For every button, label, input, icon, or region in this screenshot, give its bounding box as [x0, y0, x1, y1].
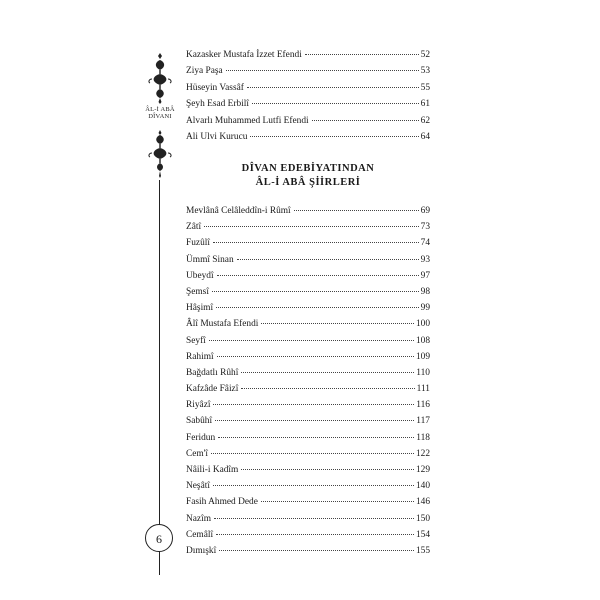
toc-list-bottom	[186, 206, 430, 562]
toc-entry-page: 93	[420, 254, 430, 265]
toc-entry-title: Hâşimî	[186, 303, 214, 314]
toc-entry-title: Fasih Ahmed Dede	[186, 497, 258, 508]
toc-entry-title: Seyfî	[186, 335, 206, 346]
toc-entry-title: Şemsî	[186, 286, 209, 297]
toc-entry	[186, 66, 430, 82]
dot-leader	[226, 70, 419, 71]
toc-entry-page: 122	[415, 448, 430, 459]
dot-leader	[312, 120, 419, 121]
toc-entry-title: Hüseyin Vassâf	[186, 82, 244, 93]
toc-entry-page: 110	[416, 367, 430, 378]
toc-entry-page: 64	[420, 131, 430, 142]
toc-entry-page: 154	[415, 529, 430, 540]
toc-entry-page: 150	[415, 513, 430, 524]
toc-entry	[186, 50, 430, 66]
toc-entry-title: Mevlânâ Celâleddîn-i Rûmî	[186, 206, 291, 216]
toc-entry-page: 53	[420, 66, 430, 77]
toc-entry-title: Cem'î	[186, 448, 209, 459]
toc-entry-page: 52	[420, 50, 430, 60]
dot-leader	[217, 356, 414, 357]
dot-leader	[209, 340, 414, 341]
toc-entry	[186, 384, 430, 400]
toc-entry	[186, 116, 430, 132]
toc-entry-page: 146	[415, 497, 430, 508]
dot-leader	[252, 103, 419, 104]
dot-leader	[213, 242, 419, 243]
toc-entry-page: 118	[416, 432, 430, 443]
toc-entry-title: Alvarlı Muhammed Lutfi Efendi	[186, 115, 309, 126]
toc-entry	[186, 497, 430, 513]
toc-entry	[186, 99, 430, 115]
toc-entry	[186, 481, 430, 497]
section-heading-line-1: DÎVAN EDEBİYATINDAN	[241, 163, 375, 174]
dot-leader	[219, 550, 414, 551]
toc-entry-page: 61	[420, 99, 430, 110]
dot-leader	[261, 501, 414, 502]
dot-leader	[241, 372, 414, 373]
toc-entry	[186, 514, 430, 530]
toc-entry-title: Cemâlî	[186, 529, 214, 540]
book-title-vertical	[141, 106, 179, 120]
dot-leader	[294, 210, 419, 211]
toc-entry	[186, 303, 430, 319]
dot-leader	[250, 136, 418, 137]
toc-entry	[186, 352, 430, 368]
dot-leader	[212, 291, 419, 292]
toc-entry-title: Rahimî	[186, 351, 214, 362]
rail-title-line-1: ÂL-İ ABÂ	[145, 106, 175, 113]
toc-entry-page: 108	[415, 335, 430, 346]
toc-entry-page: 99	[420, 303, 430, 314]
toc-entry-title: Feridun	[186, 432, 216, 443]
dot-leader	[241, 388, 414, 389]
toc-entry	[186, 546, 430, 562]
dot-leader	[247, 87, 419, 88]
toc-entry	[186, 400, 430, 416]
toc-entry	[186, 449, 430, 465]
toc-entry-title: Ümmî Sinan	[186, 254, 234, 265]
dot-leader	[218, 437, 414, 438]
toc-entry-page: 69	[420, 206, 430, 216]
toc-entry	[186, 433, 430, 449]
dot-leader	[213, 485, 414, 486]
toc-entry-title: Fuzûlî	[186, 238, 210, 249]
toc-entry	[186, 206, 430, 222]
toc-entry	[186, 222, 430, 238]
toc-entry-page: 140	[415, 481, 430, 492]
toc-entry-page: 62	[420, 115, 430, 126]
toc-entry	[186, 255, 430, 271]
section-heading	[186, 162, 430, 190]
toc-entry	[186, 530, 430, 546]
toc-entry-title: Dımışkî	[186, 545, 217, 556]
top-ornament-icon	[146, 52, 174, 104]
toc-entry-title: Şeyh Esad Erbilî	[186, 99, 250, 110]
toc-entry	[186, 132, 430, 148]
toc-entry-title: Kazasker Mustafa İzzet Efendi	[186, 50, 302, 60]
toc-entry-title: Neşâtî	[186, 481, 210, 492]
toc-entry-title: Nazîm	[186, 513, 211, 524]
toc-entry	[186, 368, 430, 384]
toc-entry-title: Âlî Mustafa Efendi	[186, 319, 259, 330]
toc-entry-title: Sabûhî	[186, 416, 213, 427]
dot-leader	[216, 307, 419, 308]
dot-leader	[214, 518, 414, 519]
toc-entry-page: 109	[415, 351, 430, 362]
toc-entry-title: Ziya Paşa	[186, 66, 223, 77]
toc-entry-page: 97	[420, 270, 430, 281]
toc-entry	[186, 336, 430, 352]
rail-title-line-2: DÎVANI	[148, 113, 172, 120]
toc-entry-title: Nâili-i Kadîm	[186, 465, 239, 475]
toc-entry-page: 98	[420, 286, 430, 297]
toc-entry	[186, 238, 430, 254]
toc-entry-title: Ubeydî	[186, 270, 214, 281]
section-heading-line-2: ÂL-İ ABÂ ŞİİRLERİ	[255, 177, 361, 188]
dot-leader	[213, 404, 414, 405]
toc-entry-title: Riyâzî	[186, 400, 211, 411]
toc-entry	[186, 271, 430, 287]
toc-entry-page: 116	[416, 400, 430, 411]
toc-entry-page: 129	[415, 465, 430, 475]
toc-entry-title: Zâtî	[186, 222, 202, 233]
toc-entry-page: 100	[415, 319, 430, 330]
dot-leader	[215, 420, 414, 421]
toc-entry	[186, 287, 430, 303]
toc-entry-page: 111	[416, 384, 430, 395]
toc-entry-page: 74	[420, 238, 430, 249]
toc-entry-page: 117	[416, 416, 430, 427]
toc-entry	[186, 416, 430, 432]
dot-leader	[217, 275, 419, 276]
dot-leader	[237, 259, 419, 260]
page-number-badge: 6	[145, 524, 173, 552]
dot-leader	[241, 469, 414, 470]
toc-entry-title: Ali Ulvi Kurucu	[186, 131, 248, 142]
dot-leader	[211, 453, 414, 454]
toc-entry-page: 155	[415, 545, 430, 556]
dot-leader	[261, 323, 414, 324]
toc-entry-page: 55	[420, 82, 430, 93]
vertical-rule	[159, 180, 160, 575]
toc-list-top	[186, 50, 430, 148]
toc-entry	[186, 83, 430, 99]
dot-leader	[305, 54, 419, 55]
toc-entry	[186, 319, 430, 335]
dot-leader	[204, 226, 419, 227]
bottom-ornament-icon	[146, 130, 174, 178]
toc-entry-page: 73	[420, 222, 430, 233]
toc-entry	[186, 465, 430, 481]
side-ornament-rail	[143, 52, 177, 552]
toc-entry-title: Kafzâde Fâizî	[186, 384, 239, 395]
toc-entry-title: Bağdatlı Rûhî	[186, 367, 239, 378]
dot-leader	[216, 534, 414, 535]
